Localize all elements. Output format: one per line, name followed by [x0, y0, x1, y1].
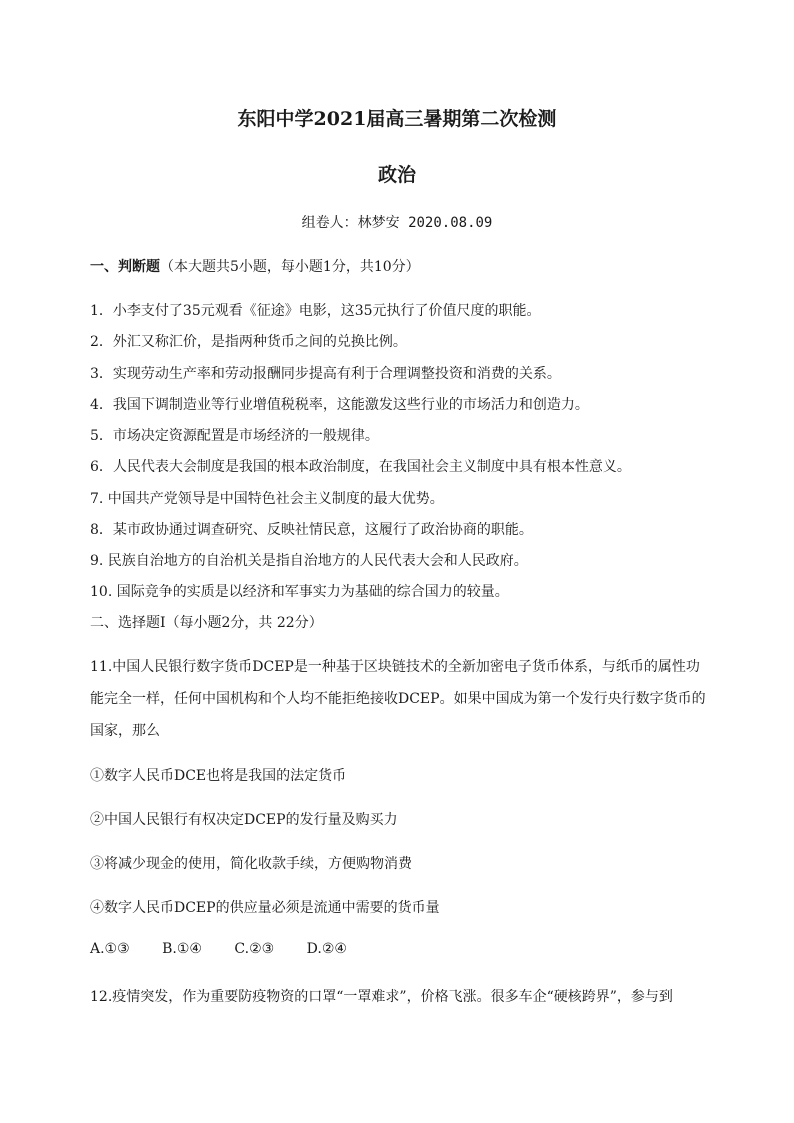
subject-title: 政治	[377, 164, 416, 186]
judgment-item: 4．我国下调制造业等行业增值税税率，这能激发这些行业的市场活力和创造力。	[90, 397, 589, 413]
section1-heading-rest: （本大题共5小题，每小题1分，共10分）	[160, 259, 420, 275]
q11-choice: ③将减少现金的使用，简化收款手续，方便购物消费	[90, 856, 412, 872]
q11-options	[90, 941, 710, 957]
section2-heading: 二、选择题Ⅰ（每小题2分，共 22分）	[90, 615, 323, 631]
q11-choice: ②中国人民银行有权决定DCEP的发行量及购买力	[90, 812, 398, 828]
q11-text-line: 国家，那么	[90, 723, 160, 739]
exam-title: 东阳中学2021届高三暑期第二次检测	[237, 108, 557, 130]
q11-option-a: A.①③	[90, 941, 130, 957]
q11-option-d: D.②④	[306, 941, 347, 957]
compiler-info: 组卷人：林梦安 2020.08.09	[301, 215, 493, 231]
q11-choice: ④数字人民币DCEP的供应量必须是流通中需要的货币量	[90, 900, 440, 916]
judgment-item: 9. 民族自治地方的自治机关是指自治地方的人民代表大会和人民政府。	[90, 553, 528, 569]
judgment-item: 6．人民代表大会制度是我国的根本政治制度，在我国社会主义制度中具有根本性意义。	[90, 459, 631, 475]
judgment-item: 8．某市政协通过调查研究、反映社情民意，这履行了政治协商的职能。	[90, 522, 533, 538]
judgment-item: 7. 中国共产党领导是中国特色社会主义制度的最大优势。	[90, 491, 444, 507]
q11-option-b: B.①④	[162, 941, 202, 957]
q11-text-line: 能完全一样，任何中国机构和个人均不能拒绝接收DCEP。如果中国成为第一个发行央行数字货币的	[90, 691, 706, 707]
judgment-item: 10. 国际竞争的实质是以经济和军事实力为基础的综合国力的较量。	[90, 584, 509, 600]
q11-choice: ①数字人民币DCE也将是我国的法定货币	[90, 768, 347, 784]
judgment-item: 3．实现劳动生产率和劳动报酬同步提高有利于合理调整投资和消费的关系。	[90, 366, 561, 382]
section1-heading-bold: 一、判断题	[90, 259, 160, 275]
judgment-item: 1．小李支付了35元观看《征途》电影，这35元执行了价值尺度的职能。	[90, 303, 541, 319]
judgment-item: 2．外汇又称汇价，是指两种货币之间的兑换比例。	[90, 334, 407, 350]
judgment-item: 5．市场决定资源配置是市场经济的一般规律。	[90, 428, 379, 444]
q12-text-line: 12.疫情突发，作为重要防疫物资的口罩“一罩难求”，价格飞涨。很多车企“硬核跨界”，参与到	[90, 989, 673, 1005]
section1-heading	[90, 256, 710, 276]
q11-text-line: 11.中国人民银行数字货币DCEP是一种基于区块链技术的全新加密电子货币体系，与纸币的属性功	[90, 659, 700, 675]
q11-option-c: C.②③	[234, 941, 275, 957]
